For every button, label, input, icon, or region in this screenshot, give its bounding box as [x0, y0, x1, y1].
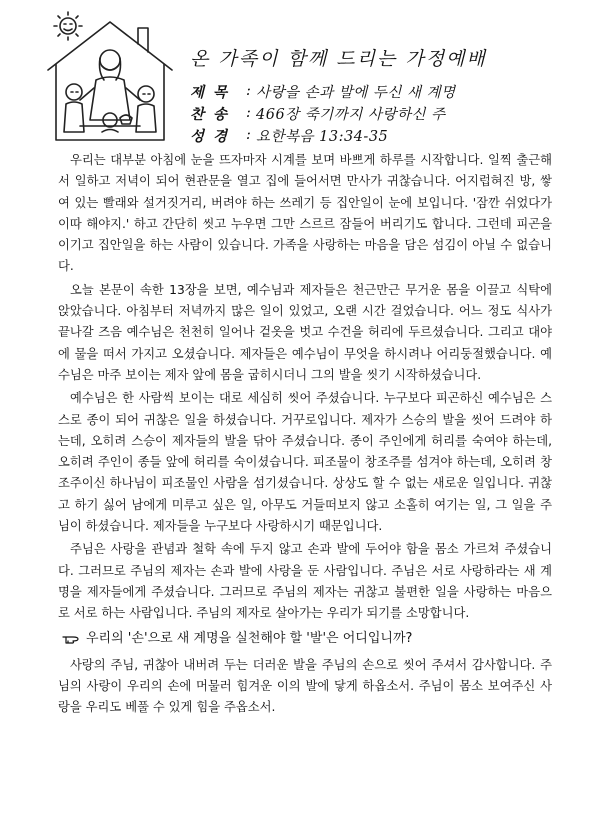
sermon-title-row [190, 80, 590, 102]
page-title: 온 가족이 함께 드리는 가정예배 [190, 48, 487, 70]
question-text: 우리의 '손'으로 새 계명을 실천해야 할 '발'은 어디입니까? [86, 630, 413, 646]
scripture-row [190, 124, 590, 146]
header [0, 0, 600, 150]
body-paragraph: 우리는 대부분 아침에 눈을 뜨자마자 시계를 보며 바쁘게 하루를 시작합니다. 일찍 출근해서 일하고 저녁이 되어 현관문을 열고 집에 들어서면 만사가 귀찮습니다. 어지럽혀진 방, 쌓여 있는 빨래와 설거짓거리, 버려야 하는 쓰레기 등 집안일이 눈에 보입니다. '잠깐 쉬었다가 이따 해야지.' 하고 간단히 씻고 누우면 그만 스르르 잠들어 버리기도 합니다. 그런데 피곤을 이기고 집안일을 하는 사람이 있습니다. 가족을 사랑하는 마음을 담은 섬김이 아닐 수 없습니다. [58, 153, 552, 274]
separator: : [246, 105, 251, 121]
sermon-title-label: 제 목 [190, 83, 230, 101]
scripture-value: 요한복음 13:34-35 [256, 128, 389, 145]
separator: : [246, 83, 251, 99]
devotional-body [58, 150, 552, 720]
body-paragraph: 오늘 본문이 속한 13장을 보면, 예수님과 제자들은 천근만근 무거운 몸을 이끌고 식탁에 앉았습니다. 아침부터 저녁까지 많은 일이 있었고, 오랜 시간 걸었습니다. 어느 정도 식사가 끝나갈 즈음 예수님은 천천히 일어나 겉옷을 벗고 수건을 허리에 두르셨습니다. 그리고 대야에 물을 떠서 가지고 오셨습니다. 제자들은 예수님이 무엇을 하시려나 어리둥절했습니다. 예수님은 마주 보이는 제자 앞에 몸을 굽히시더니 그의 발을 씻기 시작하셨습니다. [58, 282, 552, 382]
sermon-title-value: 사랑을 손과 발에 두신 새 계명 [256, 84, 456, 101]
family-worship-illustration-icon [40, 8, 180, 148]
discussion-question [62, 627, 552, 651]
worship-info [190, 80, 590, 146]
hymn-label: 찬 송 [190, 105, 230, 123]
hymn-value: 466장 죽기까지 사랑하신 주 [256, 106, 446, 123]
scripture-label: 성 경 [190, 127, 230, 145]
body-paragraph: 예수님은 한 사람씩 보이는 대로 세심히 씻어 주셨습니다. 누구보다 피곤하신 예수님은 스스로 종이 되어 귀찮은 일을 하셨습니다. 거꾸로입니다. 제자가 스승의 발을 씻어 드려야 하는데, 오히려 스승이 제자들의 발을 닦아 주셨습니다. 종이 주인에게 허리를 숙여야 하는데, 오히려 주인이 종들 앞에 허리를 숙이셨습니다. 피조물이 창조주를 섬겨야 하는데, 오히려 창조주이신 하나님이 피조물인 사람을 섬기셨습니다. 상상도 할 수 없는 새로운 일입니다. 귀찮고 하기 싫어 남에게 미루고 싶은 일, 아무도 거들떠보지 않고 소홀히 여기는 일, 그 일을 주님이 하셨습니다. 제자들을 누구보다 사랑하시기 때문입니다. [58, 391, 552, 534]
separator: : [246, 127, 251, 143]
closing-prayer: 사랑의 주님, 귀찮아 내버려 두는 더러운 발을 주님의 손으로 씻어 주셔서 감사합니다. 주님의 사랑이 우리의 손에 머물러 힘겨운 이의 발에 닿게 하옵소서. 주님이 몸소 보여주신 사랑을 우리도 베풀 수 있게 힘을 주옵소서. [58, 657, 552, 715]
body-paragraph: 주님은 사랑을 관념과 철학 속에 두지 않고 손과 발에 두어야 함을 몸소 가르쳐 주셨습니다. 그러므로 주님의 제자는 손과 발에 사랑을 둔 사람입니다. 주님은 서로 사랑하라는 새 계명을 제자들에게 주셨습니다. 그러므로 주님의 제자는 귀찮고 불편한 일을 사랑하는 마음으로 서로 하는 사람입니다. 주님의 제자로 살아가는 우리가 되기를 소망합니다. [58, 542, 552, 621]
pointing-hand-icon [62, 633, 80, 645]
hymn-row [190, 102, 590, 124]
